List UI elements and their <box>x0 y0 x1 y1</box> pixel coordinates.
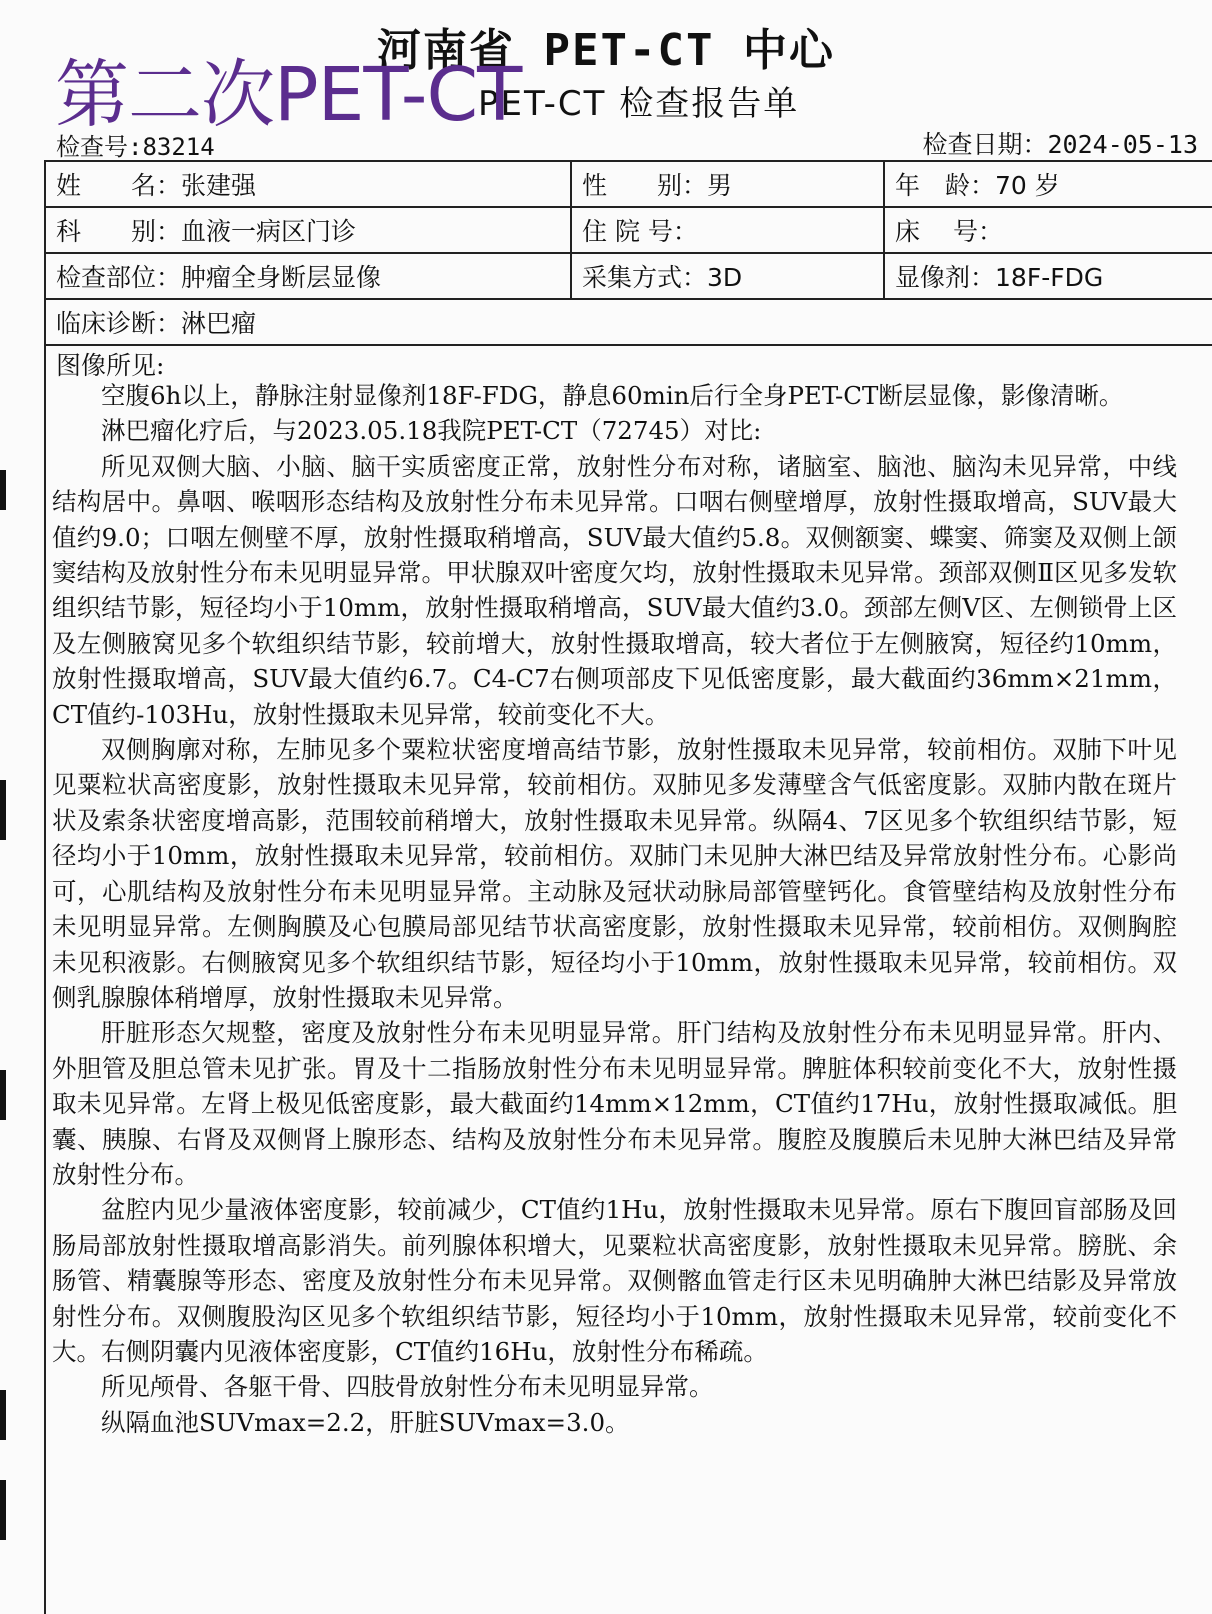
findings-paragraph: 所见双侧大脑、小脑、脑干实质密度正常，放射性分布对称，诸脑室、脑池、脑沟未见异常，中线结构居中。鼻咽、喉咽形态结构及放射性分布未见异常。口咽右侧壁增厚，放射性摄取增高，SUV最大值约9.0；口咽左侧壁不厚，放射性摄取稍增高，SUV最大值约5.8。双侧额窦、蝶窦、筛窦及双侧上颌窦结构及放射性分布未见明显异常。甲状腺双叶密度欠均，放射性摄取未见异常。颈部双侧Ⅱ区见多发软组织结节影，短径均小于10mm，放射性摄取稍增高，SUV最大值约3.0。颈部左侧Ⅴ区、左侧锁骨上区及左侧腋窝见多个软组织结节影，较前增大，放射性摄取增高，较大者位于左侧腋窝，短径约10mm，放射性摄取增高，SUV最大值约6.7。C4-C7右侧项部皮下见低密度影，最大截面约36mm×21mm，CT值约-103Hu，放射性摄取未见异常，较前变化不大。 <box>52 451 1177 729</box>
info-row <box>45 299 1212 345</box>
diagnosis-cell <box>45 299 1212 345</box>
age-cell <box>884 161 1212 207</box>
scan-edge-mark <box>0 1480 6 1540</box>
inpatient-label: 住 院 号： <box>582 217 698 246</box>
findings-body <box>52 378 1177 1440</box>
dept-label: 科 别： <box>56 217 182 246</box>
patient-name: 张建强 <box>181 171 257 200</box>
agent-cell <box>884 253 1212 299</box>
acquisition-mode: 3D <box>707 263 743 292</box>
sex-label: 性 别： <box>582 171 708 200</box>
info-row <box>45 161 1212 207</box>
patient-age: 70 岁 <box>995 171 1060 200</box>
exam-number: 检查号:83214 <box>56 133 215 161</box>
findings-paragraph: 肝脏形态欠规整，密度及放射性分布未见明显异常。肝门结构及放射性分布未见明显异常。肝内、外胆管及胆总管未见扩张。胃及十二指肠放射性分布未见明显异常。脾脏体积较前变化不大，放射性摄取未见异常。左肾上极见低密度影，最大截面约14mm×12mm，CT值约17Hu，放射性摄取减低。胆囊、胰腺、右肾及双侧肾上腺形态、结构及放射性分布未见异常。腹腔及腹膜后未见肿大淋巴结及异常放射性分布。 <box>52 1018 1177 1189</box>
findings-paragraph: 纵隔血池SUVmax=2.2，肝脏SUVmax=3.0。 <box>101 1407 630 1437</box>
info-row <box>45 253 1212 299</box>
findings-paragraph: 淋巴瘤化疗后，与2023.05.18我院PET-CT（72745）对比: <box>101 416 762 446</box>
exam-site: 肿瘤全身断层显像 <box>181 263 382 292</box>
scan-edge-mark <box>0 1070 6 1120</box>
site-label: 检查部位： <box>56 263 182 292</box>
patient-dept: 血液一病区门诊 <box>181 217 357 246</box>
scan-edge-mark <box>0 780 6 840</box>
bed-cell <box>884 207 1212 253</box>
clinical-diagnosis: 淋巴瘤 <box>181 309 257 338</box>
name-label: 姓 名： <box>56 171 182 200</box>
findings-paragraph: 盆腔内见少量液体密度影，较前减少，CT值约1Hu，放射性摄取未见异常。原右下腹回盲部肠及回肠局部放射性摄取增高影消失。前列腺体积增大，见粟粒状高密度影，放射性摄取未见异常。膀胱、余肠管、精囊腺等形态、密度及放射性分布未见异常。双侧髂血管走行区未见明确肿大淋巴结影及异常放射性分布。双侧腹股沟区见多个软组织结节影，短径均小于10mm，放射性摄取未见异常，较前变化不大。右侧阴囊内见液体密度影，CT值约16Hu，放射性分布稀疏。 <box>52 1195 1177 1366</box>
bed-label: 床 号： <box>895 217 1003 246</box>
sex-cell <box>571 161 884 207</box>
hospital-name: 河南省 PET-CT 中心 <box>377 25 835 76</box>
imaging-agent: 18F-FDG <box>995 263 1104 292</box>
name-cell <box>45 161 571 207</box>
acquisition-label: 采集方式： <box>582 263 708 292</box>
findings-paragraph: 所见颅骨、各躯干骨、四肢骨放射性分布未见明显异常。 <box>101 1372 714 1402</box>
findings-paragraph: 双侧胸廓对称，左肺见多个粟粒状密度增高结节影，放射性摄取未见异常，较前相仿。双肺下叶见见粟粒状高密度影，放射性摄取未见异常，较前相仿。双肺见多发薄壁含气低密度影。双肺内散在斑片状及索条状密度增高影，范围较前稍增大，放射性摄取未见异常。纵隔4、7区见多个软组织结节影，短径均小于10mm，放射性摄取未见异常，较前相仿。双肺门未见肿大淋巴结及异常放射性分布。心影尚可，心肌结构及放射性分布未见明显异常。主动脉及冠状动脉局部管壁钙化。食管壁结构及放射性分布未见明显异常。左侧胸膜及心包膜局部见结节状高密度影，放射性摄取未见异常，较前相仿。双侧胸腔未见积液影。右侧腋窝见多个软组织结节影，短径均小于10mm，放射性摄取未见异常，较前相仿。双侧乳腺腺体稍增厚，放射性摄取未见异常。 <box>52 735 1177 1012</box>
report-title: PET-CT 检查报告单 <box>478 84 800 124</box>
overlay-annotation: 第二次PET-CT <box>55 52 522 138</box>
findings-section <box>44 344 1212 1614</box>
diagnosis-label: 临床诊断： <box>56 309 182 338</box>
exam-date: 检查日期：2024-05-13 <box>922 130 1198 159</box>
findings-label: 图像所见: <box>56 351 165 380</box>
agent-label: 显像剂： <box>895 263 996 292</box>
patient-sex: 男 <box>707 171 733 200</box>
findings-paragraph: 空腹6h以上，静脉注射显像剂18F-FDG，静息60min后行全身PET-CT断层显像，影像清晰。 <box>101 381 1124 410</box>
info-row <box>45 207 1212 253</box>
site-cell <box>45 253 571 299</box>
acquisition-cell <box>571 253 884 299</box>
scan-edge-mark <box>0 1390 6 1440</box>
inpatient-cell <box>571 207 884 253</box>
dept-cell <box>45 207 571 253</box>
scan-edge-mark <box>0 470 6 510</box>
age-label: 年 龄： <box>895 171 996 200</box>
patient-info-table <box>44 160 1212 346</box>
